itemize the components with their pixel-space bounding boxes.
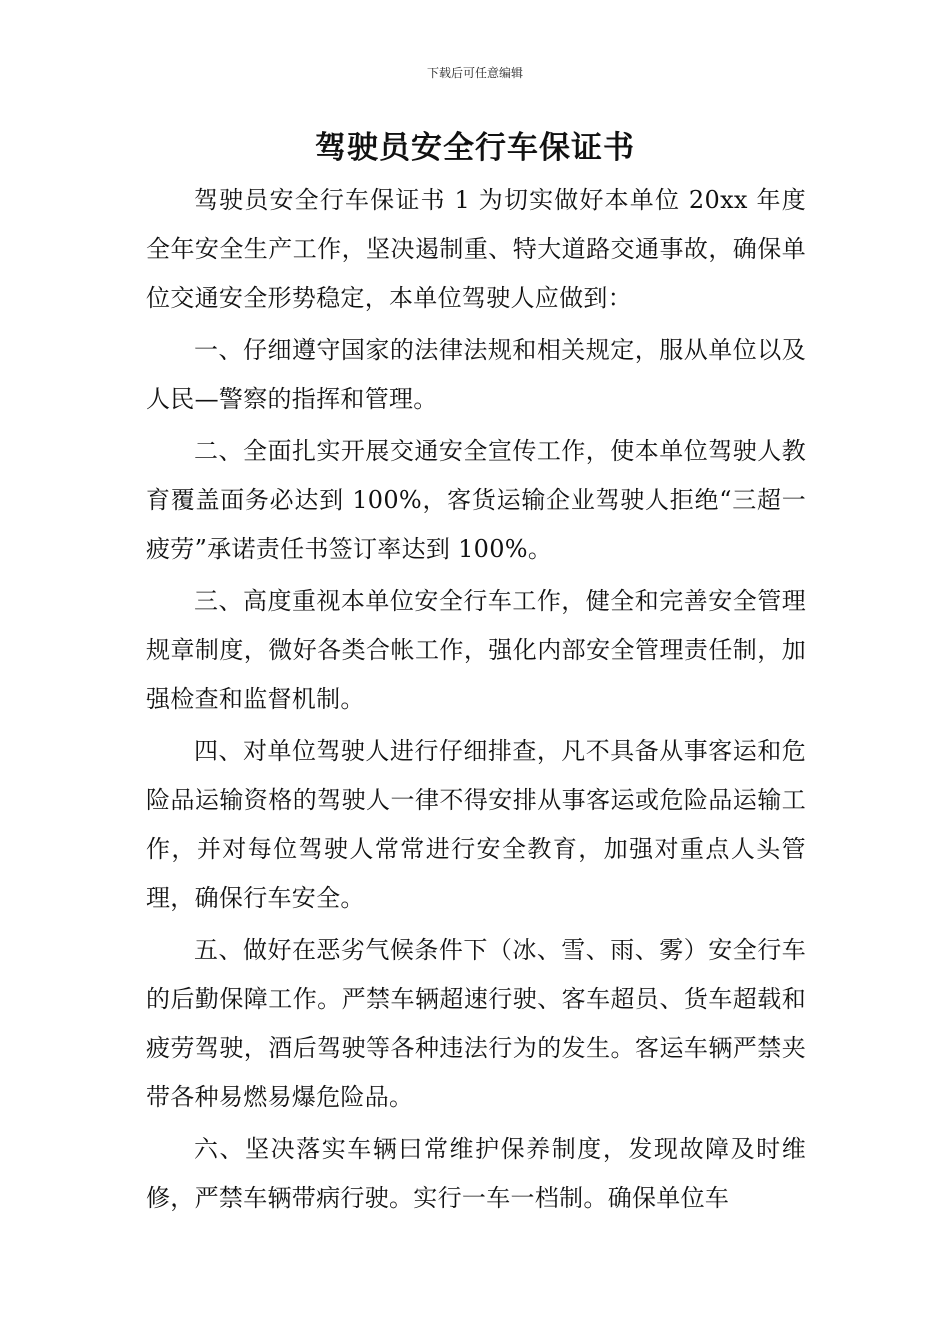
paragraph-3: 三、高度重视本单位安全行车工作，健全和完善安全管理规章制度，微好各类合帐工作，强化内部安全管理责任制，加强检查和监督机制。 <box>146 587 806 713</box>
paragraph-5: 五、做好在恶劣气候条件下（冰、雪、雨、雾）安全行车的后勤保障工作。严禁车辆超速行驶、客车超员、货车超载和疲劳驾驶，酒后驾驶等各种违法行为的发生。客运车辆严禁夹带各种易燃易爆危险品。 <box>146 936 806 1111</box>
document-body <box>146 176 806 1226</box>
document-title: 驾驶员安全行车保证书 <box>315 130 635 166</box>
paragraph-intro: 驾驶员安全行车保证书 1 为切实做好本单位 20xx 年度全年安全生产工作，坚决遏制重、特大道路交通事故，确保单位交通安全形势稳定，本单位驾驶人应做到： <box>146 186 806 312</box>
paragraph-4: 四、对单位驾驶人进行仔细排查，凡不具备从事客运和危险品运输资格的驾驶人一律不得安排从事客运或危险品运输工作，并对每位驾驶人常常进行安全教育，加强对重点人头管理，确保行车安全。 <box>146 737 806 912</box>
paragraph-1: 一、仔细遵守国家的法律法规和相关规定，服从单位以及人民—警察的指挥和管理。 <box>146 336 806 413</box>
paragraph-6: 六、坚决落实车辆曰常维护保养制度，发现故障及时维修，严禁车辆带病行驶。实行一车一档制。确保单位车 <box>146 1135 806 1212</box>
header-note: 下载后可任意编辑 <box>426 66 523 80</box>
paragraph-2: 二、全面扎实开展交通安全宣传工作，使本单位驾驶人教育覆盖面务必达到 100%，客货运输企业驾驶人拒绝“三超一疲劳”承诺责任书签订率达到 100%。 <box>146 437 806 563</box>
